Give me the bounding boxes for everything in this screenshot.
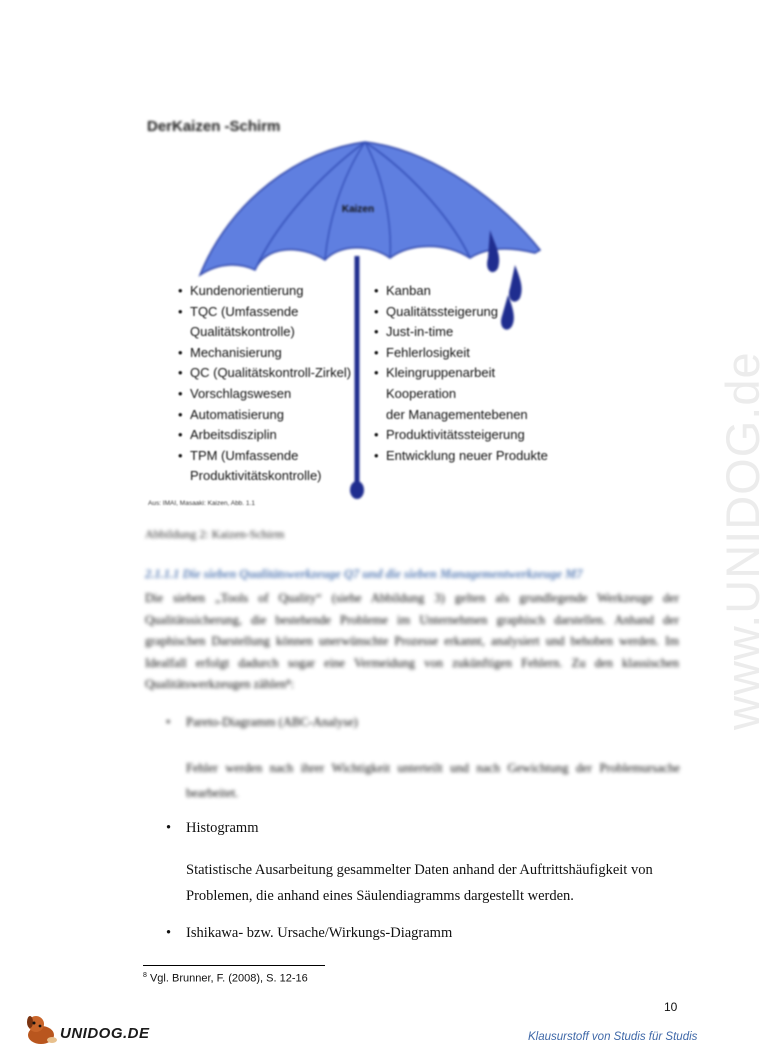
benefit-list-item: • Kleingruppenarbeit — [374, 363, 548, 384]
figure-source: Aus: IMAI, Masaaki: Kaizen, Abb. 1.1 — [148, 500, 255, 507]
benefit-list-item: • Arbeitsdisziplin — [178, 425, 351, 446]
page-number: 10 — [664, 1000, 678, 1014]
benefit-list-item: • Fehlerlosigkeit — [374, 343, 548, 364]
bullet-description: Statistische Ausarbeitung gesammelter Daten anhand der Auftrittshäufigkeit von Problemen, die anhand eines Säulendiagramms dargestellt werden. — [186, 862, 653, 904]
benefit-list-item: der Managementebenen — [386, 406, 528, 422]
benefit-list-item: Kooperation — [386, 385, 457, 401]
benefit-list-item: • Automatisierung — [178, 405, 351, 426]
footnote — [143, 972, 308, 985]
figure-title: DerKaizen -Schirm — [147, 118, 281, 135]
right-benefit-list — [374, 281, 548, 466]
watermark: www.UNIDOG.de — [716, 351, 769, 730]
figure-caption: Abbildung 2: Kaizen-Schirm — [145, 527, 285, 541]
benefit-list-item: • Vorschlagswesen — [178, 384, 351, 405]
bullet-marker: • — [166, 715, 171, 729]
dog-logo-icon — [22, 1013, 60, 1045]
benefit-list-item: Qualitätskontrolle) — [190, 324, 295, 340]
benefit-list-item: Produktivitätskontrolle) — [190, 468, 322, 484]
benefit-list-item: • Kundenorientierung — [178, 281, 351, 302]
footer-tagline: Klausurstoff von Studis für Studis — [528, 1031, 698, 1043]
bullet-title: Ishikawa- bzw. Ursache/Wirkungs-Diagramm — [186, 925, 453, 941]
bullet-title: Pareto-Diagramm (ABC-Analyse) — [186, 715, 358, 729]
benefit-list-item: • Mechanisierung — [178, 343, 351, 364]
benefit-list-item: • TPM (Umfassende — [178, 446, 351, 467]
logo-text: UNIDOG.DE — [60, 1025, 150, 1042]
section-heading: 2.1.1.1 Die sieben Qualitätswerkzeuge Q7 und die sieben Managementwerkzeuge M7 — [145, 567, 583, 581]
footnote-text: Vgl. Brunner, F. (2008), S. 12-16 — [149, 972, 308, 985]
benefit-list-item: • Just-in-time — [374, 322, 548, 343]
benefit-list-item: • TQC (Umfassende — [178, 302, 351, 323]
bullet-marker: • — [166, 820, 172, 836]
benefit-list-item: • Entwicklung neuer Produkte — [374, 446, 548, 467]
intro-paragraph: Die sieben „Tools of Quality“ (siehe Abbildung 3) gelten als grundlegende Werkzeuge der Qualitätssicherung, die bestehende Probleme im Unternehmen graphisch darstellen. Anhand der graphischen Darstellung können unerwünschte Prozesse erkannt, analysiert und behoben werden. Im Idealfall erfolgt dadurch sogar eine Vermeidung von zukünftigen Fehlern. Zu den klassischen Qualitätswerkzeugen zählen⁸: — [145, 591, 679, 691]
footnote-divider — [143, 965, 325, 966]
benefit-list-item: • QC (Qualitätskontroll-Zirkel) — [178, 363, 351, 384]
benefit-list-item: • Produktivitätssteigerung — [374, 425, 548, 446]
canopy-label: Kaizen — [341, 204, 375, 215]
footnote-number: 8 — [143, 972, 147, 979]
benefit-list-item: • Kanban — [374, 281, 548, 302]
bullet-description: Fehler werden nach ihrer Wichtigkeit unterteilt und nach Gewichtung der Problemursache bearbeitet. — [186, 761, 680, 800]
benefit-list-item: • Qualitätssteigerung — [374, 302, 548, 323]
bullet-marker: • — [166, 925, 172, 941]
bullet-title: Histogramm — [186, 820, 259, 836]
left-benefit-list — [178, 281, 351, 487]
